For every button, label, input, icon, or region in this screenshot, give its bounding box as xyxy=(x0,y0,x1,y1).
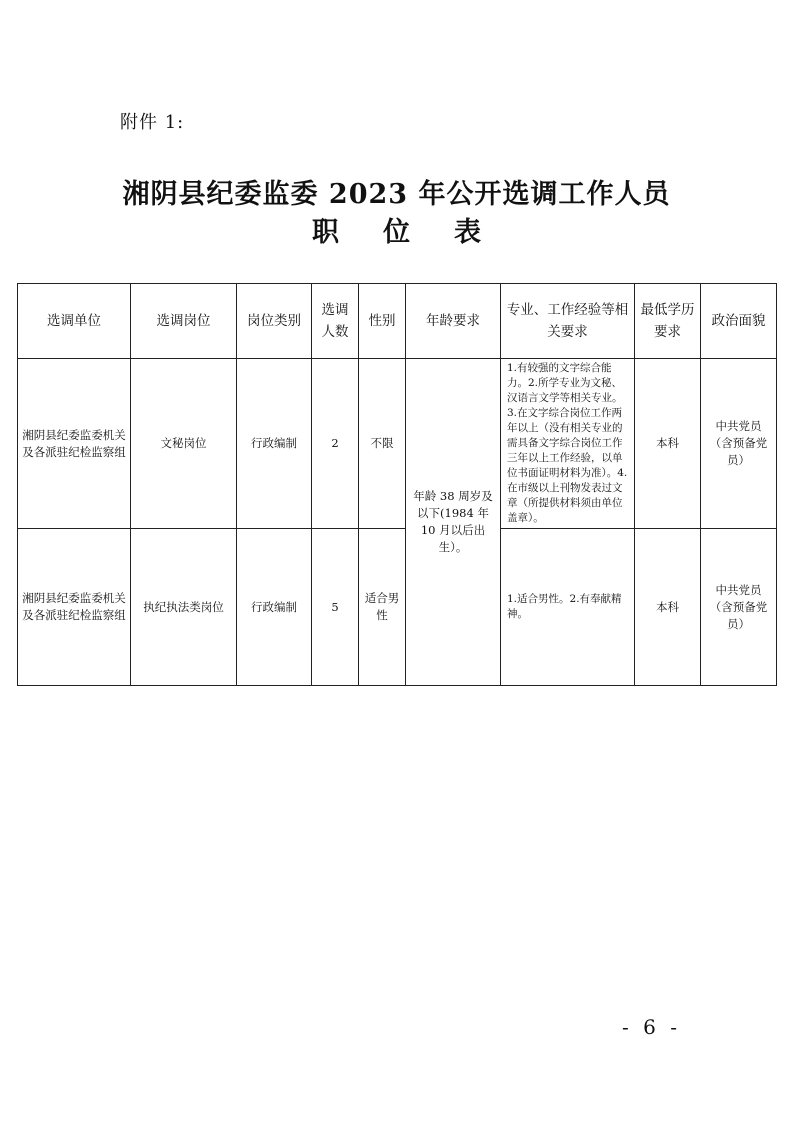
cell-post: 执纪执法类岗位 xyxy=(131,529,237,686)
document-title: 湘阴县纪委监委 2023 年公开选调工作人员 xyxy=(122,179,671,210)
header-age: 年龄要求 xyxy=(406,284,501,359)
header-education: 最低学历要求 xyxy=(635,284,701,359)
header-post-type: 岗位类别 xyxy=(237,284,312,359)
header-post: 选调岗位 xyxy=(131,284,237,359)
attachment-label: 附件 1: xyxy=(120,112,185,133)
page-number: - 6 - xyxy=(622,1015,681,1039)
table-header-row xyxy=(18,284,777,359)
cell-requirements: 1.适合男性。2.有奉献精神。 xyxy=(501,529,635,686)
subtitle-char: 位 xyxy=(383,217,410,248)
cell-post: 文秘岗位 xyxy=(131,359,237,529)
cell-count: 5 xyxy=(312,529,359,686)
cell-unit: 湘阴县纪委监委机关及各派驻纪检监察组 xyxy=(18,359,131,529)
header-political: 政治面貌 xyxy=(701,284,777,359)
header-count: 选调人数 xyxy=(312,284,359,359)
cell-gender: 不限 xyxy=(359,359,406,529)
table-row xyxy=(18,529,777,686)
cell-political: 中共党员（含预备党员） xyxy=(701,529,777,686)
cell-education: 本科 xyxy=(635,359,701,529)
header-requirements: 专业、工作经验等相关要求 xyxy=(501,284,635,359)
cell-unit: 湘阴县纪委监委机关及各派驻纪检监察组 xyxy=(18,529,131,686)
subtitle-char: 表 xyxy=(454,217,481,248)
table-row xyxy=(18,359,777,529)
cell-count: 2 xyxy=(312,359,359,529)
header-unit: 选调单位 xyxy=(18,284,131,359)
positions-table xyxy=(17,283,777,686)
cell-education: 本科 xyxy=(635,529,701,686)
cell-post-type: 行政编制 xyxy=(237,529,312,686)
header-gender: 性别 xyxy=(359,284,406,359)
cell-political: 中共党员（含预备党员） xyxy=(701,359,777,529)
cell-post-type: 行政编制 xyxy=(237,359,312,529)
cell-age-shared: 年龄 38 周岁及以下(1984 年 10 月以后出生）。 xyxy=(406,359,501,686)
cell-gender: 适合男性 xyxy=(359,529,406,686)
cell-requirements: 1.有较强的文字综合能力。2.所学专业为文秘、汉语言文学等相关专业。3.在文字综合岗位工作两年以上（没有相关专业的需具备文字综合岗位工作三年以上工作经验，以单位书面证明材料为准）。4.在市级以上刊物发表过文章（所提供材料须由单位盖章）。 xyxy=(501,359,635,529)
document-subtitle xyxy=(0,210,793,249)
subtitle-char: 职 xyxy=(312,217,339,248)
